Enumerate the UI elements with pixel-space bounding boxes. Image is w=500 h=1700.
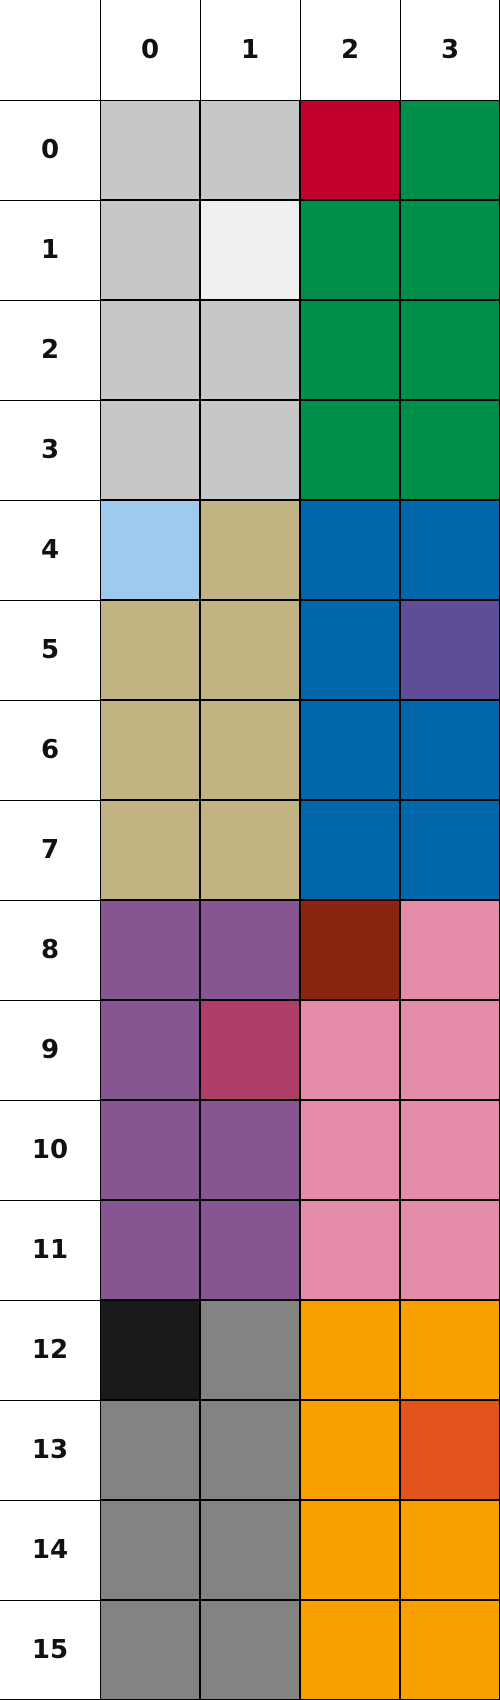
grid-cell-r12-c1[interactable] xyxy=(200,1300,300,1400)
grid-cell-r3-c0[interactable] xyxy=(100,400,200,500)
grid-cell-r10-c0[interactable] xyxy=(100,1100,200,1200)
grid-cell-r9-c0[interactable] xyxy=(100,1000,200,1100)
row-header-6: 6 xyxy=(0,700,100,800)
grid-line-vertical xyxy=(400,0,401,1700)
grid-line-vertical xyxy=(300,0,301,1700)
row-header-5: 5 xyxy=(0,600,100,700)
grid-cell-r1-c3[interactable] xyxy=(400,200,500,300)
grid-cell-r1-c0[interactable] xyxy=(100,200,200,300)
grid-cell-r1-c2[interactable] xyxy=(300,200,400,300)
row-header-11: 11 xyxy=(0,1200,100,1300)
column-header-2: 2 xyxy=(300,0,400,100)
grid-cell-r4-c3[interactable] xyxy=(400,500,500,600)
grid-cell-r9-c3[interactable] xyxy=(400,1000,500,1100)
grid-line-horizontal xyxy=(0,700,500,701)
row-header-10: 10 xyxy=(0,1100,100,1200)
grid-cell-r7-c2[interactable] xyxy=(300,800,400,900)
grid-cell-r12-c3[interactable] xyxy=(400,1300,500,1400)
row-header-1: 1 xyxy=(0,200,100,300)
row-header-2: 2 xyxy=(0,300,100,400)
grid-cell-r4-c1[interactable] xyxy=(200,500,300,600)
grid-cell-r8-c3[interactable] xyxy=(400,900,500,1000)
grid-cell-r2-c1[interactable] xyxy=(200,300,300,400)
grid-line-horizontal xyxy=(0,1600,500,1601)
grid-cell-r2-c0[interactable] xyxy=(100,300,200,400)
row-header-3: 3 xyxy=(0,400,100,500)
grid-cell-r9-c1[interactable] xyxy=(200,1000,300,1100)
grid-cell-r7-c0[interactable] xyxy=(100,800,200,900)
grid-line-horizontal xyxy=(0,500,500,501)
grid-line-horizontal xyxy=(0,300,500,301)
grid-cell-r14-c3[interactable] xyxy=(400,1500,500,1600)
grid-cell-r11-c2[interactable] xyxy=(300,1200,400,1300)
grid-cell-r5-c2[interactable] xyxy=(300,600,400,700)
grid-line-horizontal xyxy=(0,1100,500,1101)
grid-cell-r4-c0[interactable] xyxy=(100,500,200,600)
grid-line-horizontal xyxy=(0,1400,500,1401)
grid-cell-r15-c1[interactable] xyxy=(200,1600,300,1700)
grid-cell-r11-c1[interactable] xyxy=(200,1200,300,1300)
column-header-1: 1 xyxy=(200,0,300,100)
grid-cell-r10-c3[interactable] xyxy=(400,1100,500,1200)
grid-cell-r13-c0[interactable] xyxy=(100,1400,200,1500)
grid-cell-r0-c3[interactable] xyxy=(400,100,500,200)
grid-cell-r9-c2[interactable] xyxy=(300,1000,400,1100)
grid-cell-r3-c2[interactable] xyxy=(300,400,400,500)
grid-cell-r0-c0[interactable] xyxy=(100,100,200,200)
grid-line-vertical xyxy=(200,0,201,1700)
grid-cell-r10-c2[interactable] xyxy=(300,1100,400,1200)
grid-line-horizontal xyxy=(0,1200,500,1201)
row-header-0: 0 xyxy=(0,100,100,200)
grid-cell-r2-c3[interactable] xyxy=(400,300,500,400)
row-header-12: 12 xyxy=(0,1300,100,1400)
grid-cell-r7-c1[interactable] xyxy=(200,800,300,900)
grid-cell-r14-c0[interactable] xyxy=(100,1500,200,1600)
corner-cell xyxy=(0,0,100,100)
grid-cell-r14-c2[interactable] xyxy=(300,1500,400,1600)
grid-cell-r14-c1[interactable] xyxy=(200,1500,300,1600)
grid-cell-r6-c1[interactable] xyxy=(200,700,300,800)
grid-cell-r0-c2[interactable] xyxy=(300,100,400,200)
grid-line-horizontal xyxy=(0,600,500,601)
grid-cell-r15-c2[interactable] xyxy=(300,1600,400,1700)
grid-cell-r12-c2[interactable] xyxy=(300,1300,400,1400)
row-header-13: 13 xyxy=(0,1400,100,1500)
grid-cell-r13-c2[interactable] xyxy=(300,1400,400,1500)
row-header-14: 14 xyxy=(0,1500,100,1600)
grid-cell-r8-c2[interactable] xyxy=(300,900,400,1000)
grid-cell-r15-c0[interactable] xyxy=(100,1600,200,1700)
grid-line-horizontal xyxy=(0,900,500,901)
grid-cell-r11-c3[interactable] xyxy=(400,1200,500,1300)
grid-cell-r8-c1[interactable] xyxy=(200,900,300,1000)
grid-line-vertical xyxy=(100,0,101,1700)
grid-line-horizontal xyxy=(0,1000,500,1001)
grid-cell-r15-c3[interactable] xyxy=(400,1600,500,1700)
row-header-7: 7 xyxy=(0,800,100,900)
grid-cell-r3-c1[interactable] xyxy=(200,400,300,500)
grid-cell-r10-c1[interactable] xyxy=(200,1100,300,1200)
grid-cell-r0-c1[interactable] xyxy=(200,100,300,200)
grid-cell-r5-c1[interactable] xyxy=(200,600,300,700)
grid-cell-r6-c3[interactable] xyxy=(400,700,500,800)
row-header-15: 15 xyxy=(0,1600,100,1700)
grid-line-horizontal xyxy=(0,100,500,101)
grid-line-horizontal xyxy=(0,1500,500,1501)
grid-line-horizontal xyxy=(0,800,500,801)
row-header-8: 8 xyxy=(0,900,100,1000)
column-header-3: 3 xyxy=(400,0,500,100)
grid-line-horizontal xyxy=(0,200,500,201)
grid-cell-r4-c2[interactable] xyxy=(300,500,400,600)
grid-cell-r1-c1[interactable] xyxy=(200,200,300,300)
grid-cell-r5-c0[interactable] xyxy=(100,600,200,700)
grid-cell-r8-c0[interactable] xyxy=(100,900,200,1000)
grid-cell-r5-c3[interactable] xyxy=(400,600,500,700)
row-header-4: 4 xyxy=(0,500,100,600)
grid-cell-r2-c2[interactable] xyxy=(300,300,400,400)
grid-line-horizontal xyxy=(0,1300,500,1301)
column-header-0: 0 xyxy=(100,0,200,100)
grid-cell-r12-c0[interactable] xyxy=(100,1300,200,1400)
grid-cell-r6-c2[interactable] xyxy=(300,700,400,800)
grid-cell-r7-c3[interactable] xyxy=(400,800,500,900)
row-header-9: 9 xyxy=(0,1000,100,1100)
grid-cell-r6-c0[interactable] xyxy=(100,700,200,800)
grid-cell-r13-c1[interactable] xyxy=(200,1400,300,1500)
grid-cell-r11-c0[interactable] xyxy=(100,1200,200,1300)
grid-cell-r3-c3[interactable] xyxy=(400,400,500,500)
grid-cell-r13-c3[interactable] xyxy=(400,1400,500,1500)
grid-line-horizontal xyxy=(0,400,500,401)
